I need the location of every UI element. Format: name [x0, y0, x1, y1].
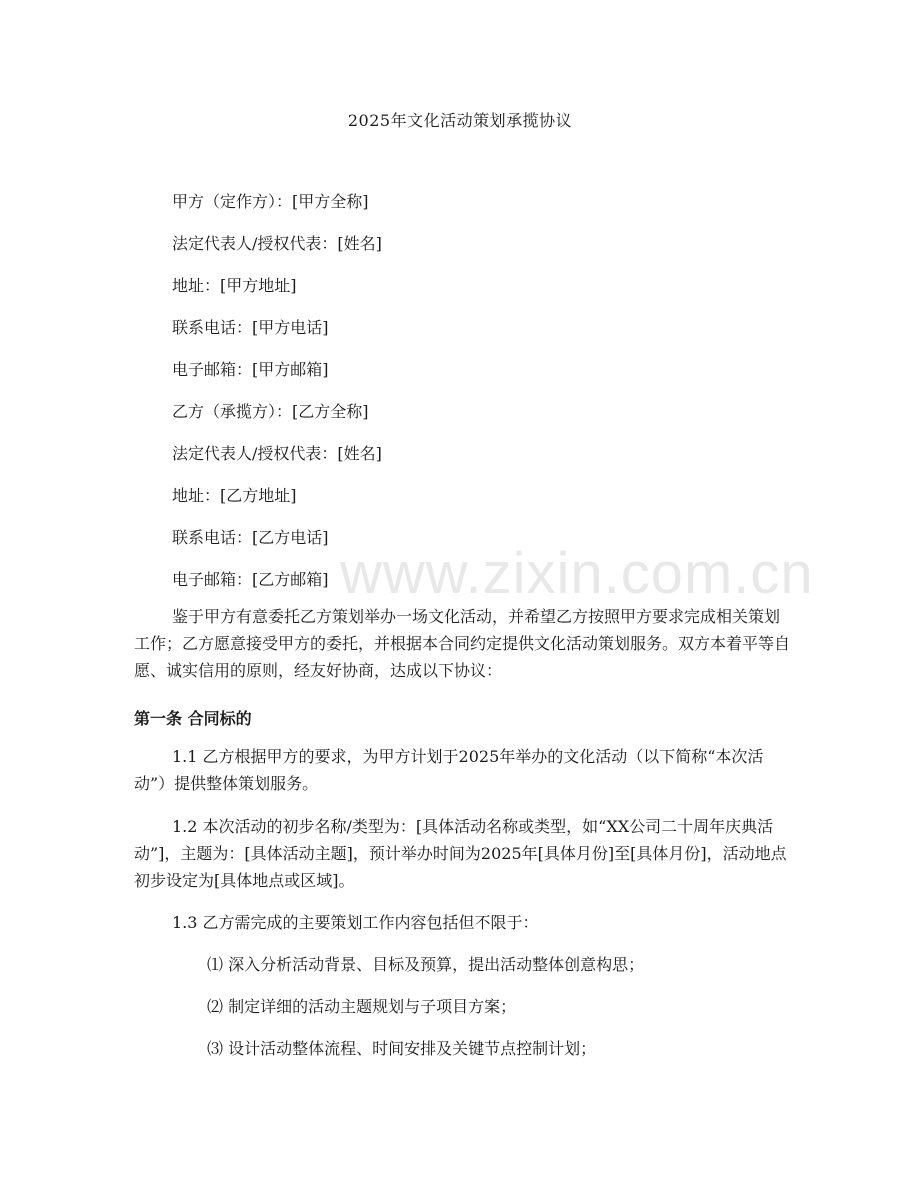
- party-b-email: 电子邮箱：[乙方邮箱]: [172, 570, 329, 589]
- party-a-address: 地址：[甲方地址]: [172, 276, 297, 295]
- party-a-phone: 联系电话：[甲方电话]: [172, 318, 329, 337]
- clause-1-3: 1.3 乙方需完成的主要策划工作内容包括但不限于：: [172, 913, 539, 932]
- clause-1-2: 1.2 本次活动的初步名称/类型为：[具体活动名称或类型，如“XX公司二十周年庆典活动”]，主题为：[具体活动主题]，预计举办时间为2025年[具体月份]至[具体月份]，活动地点初步设定为[具体地点或区域]。: [134, 817, 787, 890]
- party-b-name: 乙方（承揽方）：[乙方全称]: [172, 402, 369, 421]
- party-b-representative: 法定代表人/授权代表：[姓名]: [172, 444, 382, 463]
- party-b-address: 地址：[乙方地址]: [172, 486, 297, 505]
- clause-1-3-item: ⑶ 设计活动整体流程、时间安排及关键节点控制计划；: [207, 1039, 597, 1058]
- party-a-representative: 法定代表人/授权代表：[姓名]: [172, 234, 382, 253]
- clause-1-1: 1.1 乙方根据甲方的要求，为甲方计划于2025年举办的文化活动（以下简称“本次活动”）提供整体策划服务。: [134, 747, 764, 793]
- party-b-phone: 联系电话：[乙方电话]: [172, 528, 329, 547]
- watermark: www.zixin.com.cn: [340, 541, 814, 606]
- party-a-email: 电子邮箱：[甲方邮箱]: [172, 360, 329, 379]
- document-title: 2025年文化活动策划承揽协议: [347, 111, 573, 130]
- clause-1-3-item: ⑴ 深入分析活动背景、目标及预算，提出活动整体创意构思；: [207, 955, 645, 974]
- article-1-heading: 第一条 合同标的: [134, 709, 252, 728]
- preamble-paragraph: 鉴于甲方有意委托乙方策划举办一场文化活动，并希望乙方按照甲方要求完成相关策划工作；乙方愿意接受甲方的委托，并根据本合同约定提供文化活动策划服务。双方本着平等自愿、诚实信用的原则，经友好协商，达成以下协议：: [134, 607, 791, 680]
- clause-1-3-item: ⑵ 制定详细的活动主题规划与子项目方案；: [207, 997, 517, 1016]
- party-a-name: 甲方（定作方）：[甲方全称]: [172, 192, 369, 211]
